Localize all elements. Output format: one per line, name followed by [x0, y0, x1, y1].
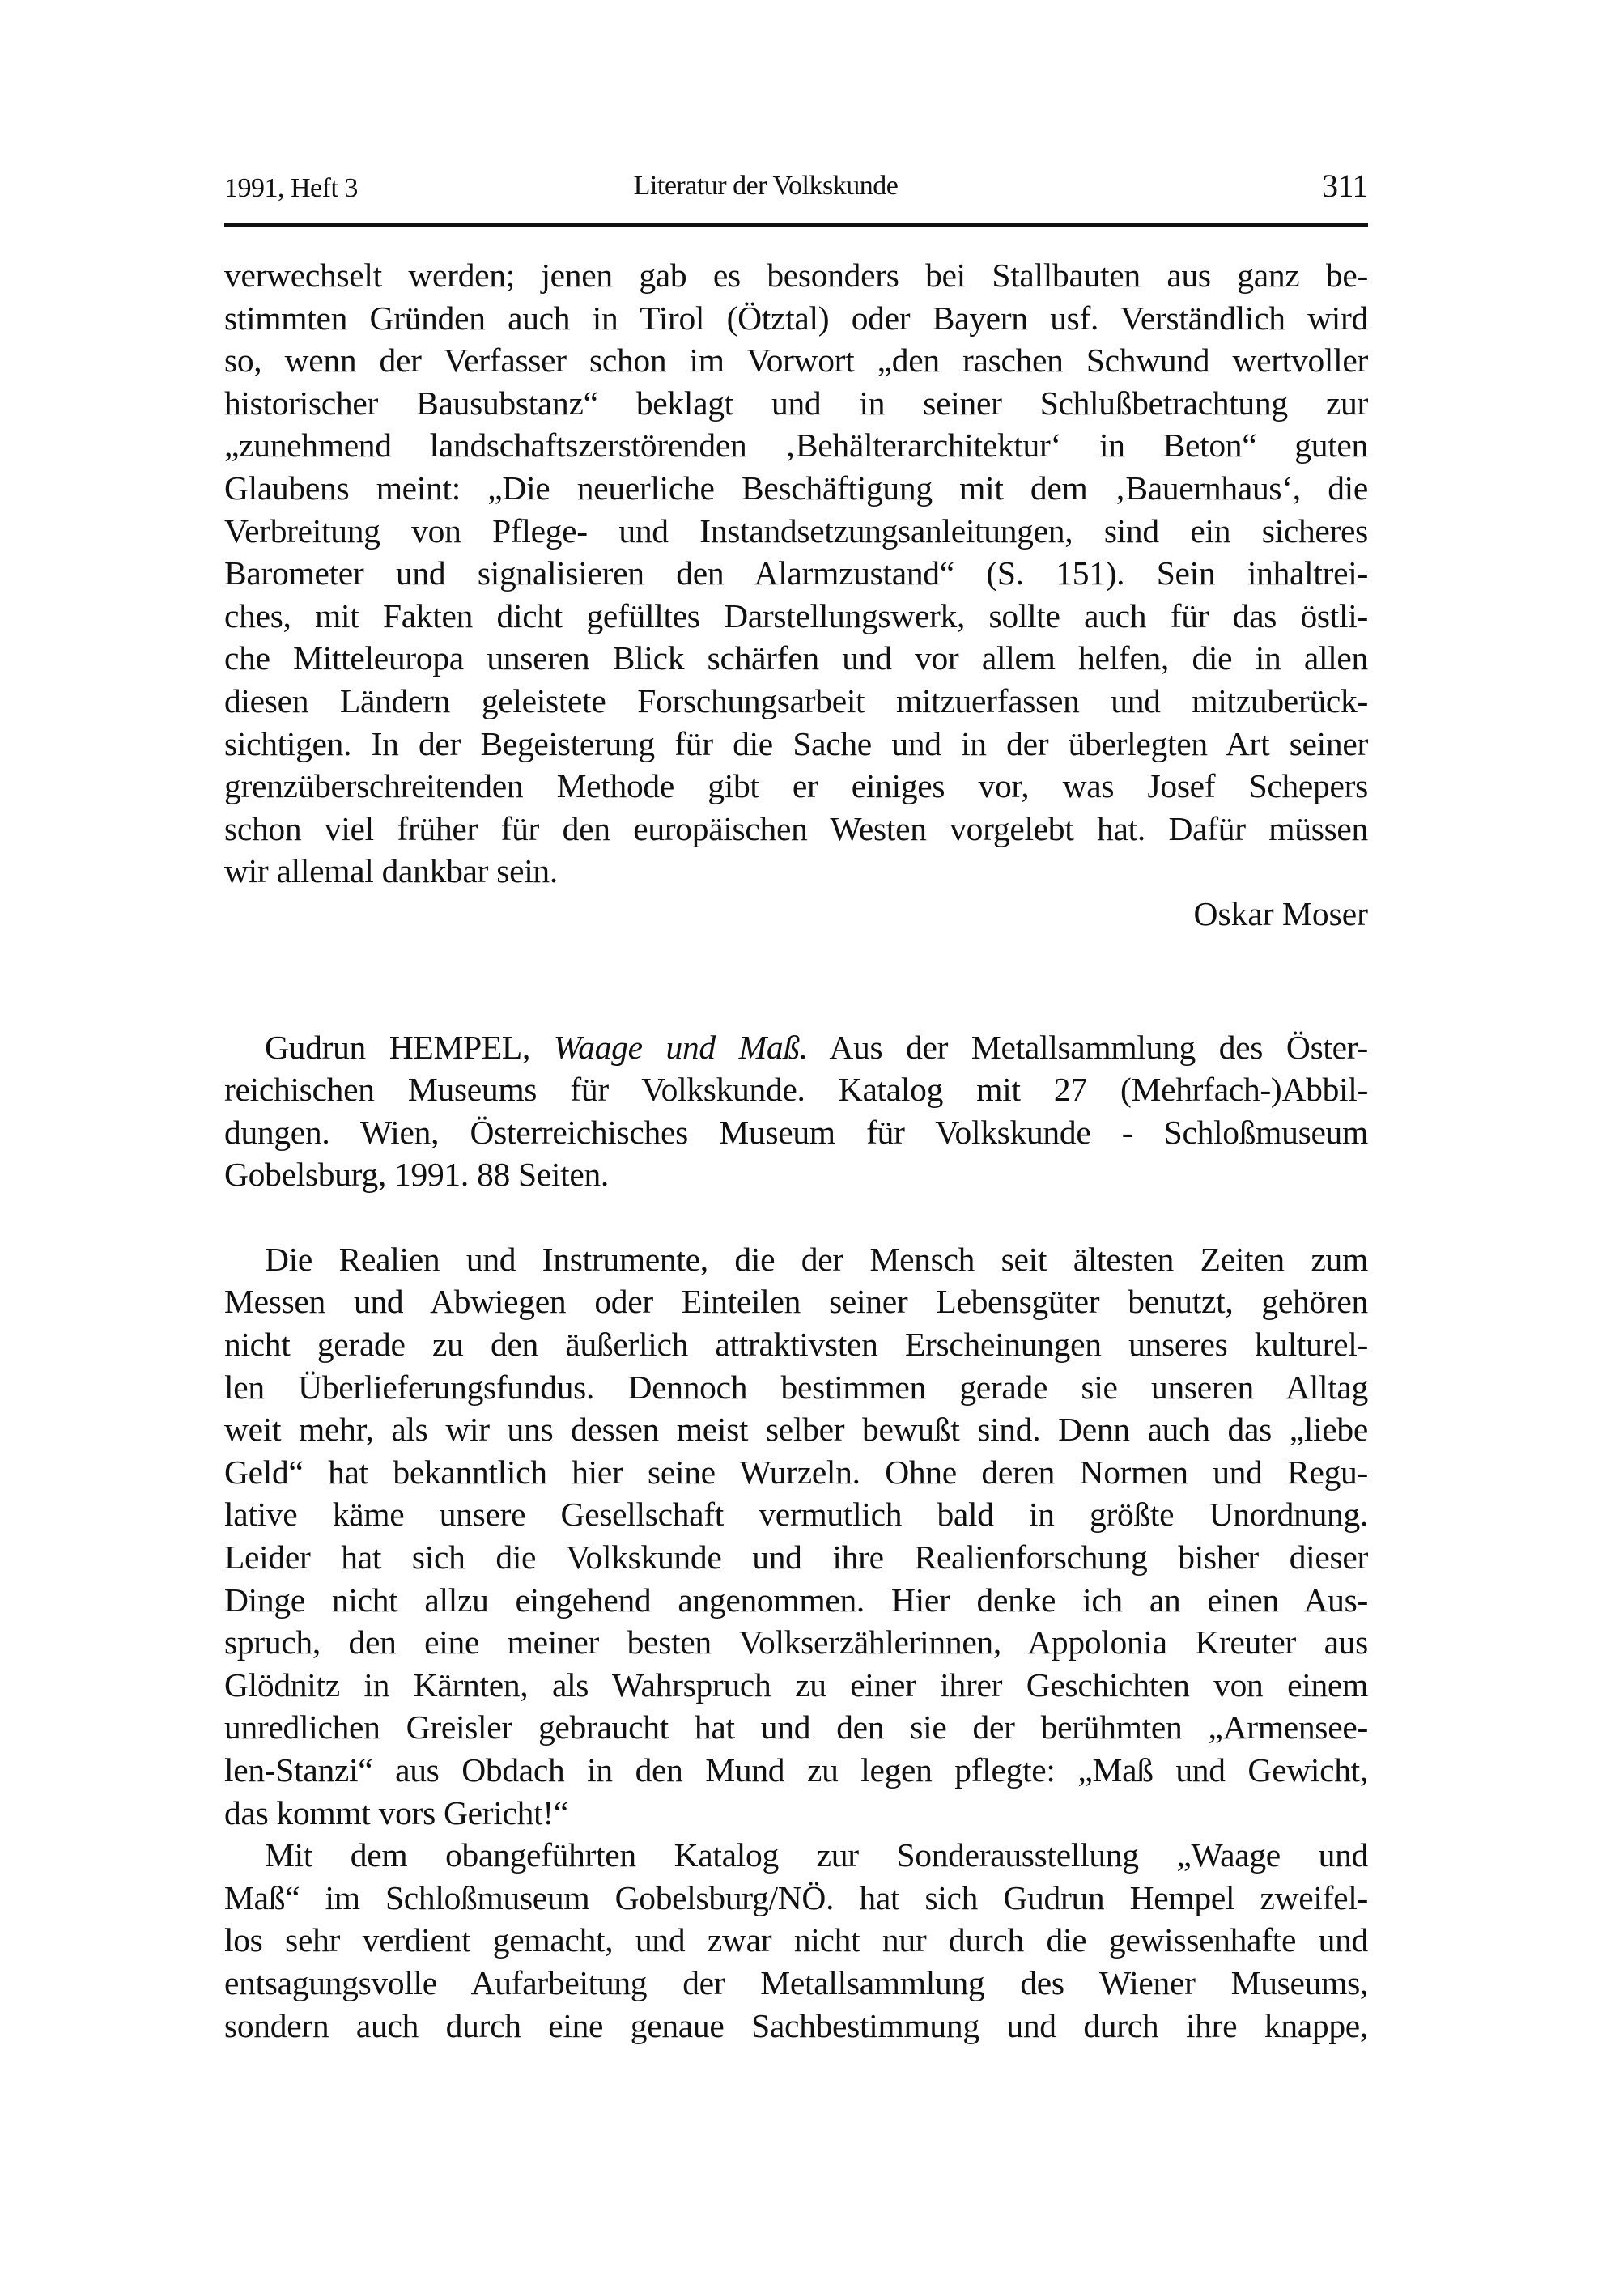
- header-rule: [224, 223, 1368, 227]
- text-line: reichischen Museums für Volkskunde. Katalog mit 27 (Mehrfach-)Abbil-: [224, 1071, 1368, 1109]
- text-line: len-Stanzi“ aus Obdach in den Mund zu legen pflegte: „Maß und Gewicht,: [224, 1751, 1368, 1789]
- text-line: „zunehmend landschaftszerstörenden ‚Behälterarchitektur‘ in Beton“ guten: [224, 427, 1368, 465]
- text-line: Die Realien und Instrumente, die der Mensch seit ältesten Zeiten zum: [265, 1240, 1368, 1278]
- text-line: los sehr verdient gemacht, und zwar nicht nur durch die gewissenhafte und: [224, 1921, 1368, 1959]
- text-line: ches, mit Fakten dicht gefülltes Darstellungswerk, sollte auch für das östli-: [224, 596, 1368, 634]
- text-line: sondern auch durch eine genaue Sachbestimmung und durch ihre knappe,: [224, 2006, 1368, 2044]
- text-line: das kommt vors Gericht!“: [224, 1793, 568, 1831]
- bibliographic-entry: [224, 1026, 1368, 1196]
- text-line: Glaubens meint: „Die neuerliche Beschäftigung mit dem ‚Bauernhaus‘, die: [224, 469, 1368, 507]
- text-line: Messen und Abwiegen oder Einteilen seiner Lebensgüter benutzt, gehören: [224, 1283, 1368, 1321]
- running-head: [224, 162, 1368, 210]
- text-line: grenzüberschreitenden Methode gibt er einiges vor, was Josef Schepers: [224, 767, 1368, 805]
- journal-page: [224, 162, 1368, 2047]
- bib-line-1: [224, 1026, 1368, 1069]
- text-line: Gobelsburg, 1991. 88 Seiten.: [224, 1156, 609, 1194]
- text-line: verwechselt werden; jenen gab es besonders bei Stallbauten aus ganz be-: [224, 257, 1368, 294]
- text-line: wir allemal dankbar sein.: [224, 852, 558, 890]
- text-line: Glödnitz in Kärnten, als Wahrspruch zu einer ihrer Geschichten von einem: [224, 1666, 1368, 1704]
- text-line: entsagungsvolle Aufarbeitung der Metallsammlung des Wiener Museums,: [224, 1963, 1368, 2001]
- text-line: spruch, den eine meiner besten Volkserzählerinnen, Appolonia Kreuter aus: [224, 1623, 1368, 1662]
- text-line: len Überlieferungsfundus. Dennoch bestimmen gerade sie unseren Alltag: [224, 1368, 1368, 1406]
- text-line: Maß“ im Schloßmuseum Gobelsburg/NÖ. hat sich Gudrun Hempel zweifel-: [224, 1878, 1368, 1916]
- book-title: Waage und Maß.: [553, 1028, 808, 1066]
- text-line: Barometer und signalisieren den Alarmzustand“ (S. 151). Sein inhaltrei-: [224, 554, 1368, 592]
- text-line: Geld“ hat bekanntlich hier seine Wurzeln. Ohne deren Normen und Regu-: [224, 1453, 1368, 1491]
- text-line: unredlichen Greisler gebraucht hat und den sie der berühmten „Armensee-: [224, 1708, 1368, 1746]
- text-line: diesen Ländern geleistete Forschungsarbeit mitzuerfassen und mitzuberück-: [224, 681, 1368, 719]
- text-line: lative käme unsere Gesellschaft vermutlich bald in größte Unordnung.: [224, 1496, 1368, 1534]
- text-line: Verbreitung von Pflege- und Instandsetzungsanleitungen, sind ein sicheres: [224, 511, 1368, 550]
- text-line: schon viel früher für den europäischen Westen vorgelebt hat. Dafür müssen: [224, 809, 1368, 847]
- review-body: [224, 1238, 1368, 2047]
- text-line: stimmten Gründen auch in Tirol (Ötztal) oder Bayern usf. Verständlich wird: [224, 299, 1368, 337]
- text-line: Dinge nicht allzu eingehend angenommen. Hier denke ich an einen Aus-: [224, 1581, 1368, 1619]
- page-number: 311: [1321, 168, 1368, 204]
- book-subtitle: Aus der Metallsammlung des Öster-: [829, 1028, 1368, 1066]
- text-line: dungen. Wien, Österreichisches Museum für Volkskunde - Schloßmuseum: [224, 1113, 1368, 1151]
- text-line: historischer Bausubstanz“ beklagt und in seiner Schlußbetrachtung zur: [224, 384, 1368, 422]
- book-author: Gudrun HEMPEL,: [265, 1028, 531, 1066]
- journal-issue: 1991, Heft 3: [224, 173, 358, 203]
- reviewer-signature: Oskar Moser: [1193, 894, 1368, 932]
- text-line: che Mitteleuropa unseren Blick schärfen und vor allem helfen, die in allen: [224, 639, 1368, 677]
- section-title: Literatur der Volkskunde: [633, 171, 899, 201]
- text-line: so, wenn der Verfasser schon im Vorwort „den raschen Schwund wertvoller: [224, 342, 1368, 380]
- text-line: nicht gerade zu den äußerlich attraktivsten Erscheinungen unseres kulturel-: [224, 1326, 1368, 1364]
- text-line: sichtigen. In der Begeisterung für die Sache und in der überlegten Art seiner: [224, 724, 1368, 762]
- text-line: Mit dem obangeführten Katalog zur Sonderausstellung „Waage und: [265, 1836, 1368, 1874]
- text-line: weit mehr, als wir uns dessen meist selber bewußt sind. Denn auch das „liebe: [224, 1411, 1368, 1449]
- review-continuation: [224, 254, 1368, 893]
- text-line: Leider hat sich die Volkskunde und ihre Realienforschung bisher dieser: [224, 1538, 1368, 1577]
